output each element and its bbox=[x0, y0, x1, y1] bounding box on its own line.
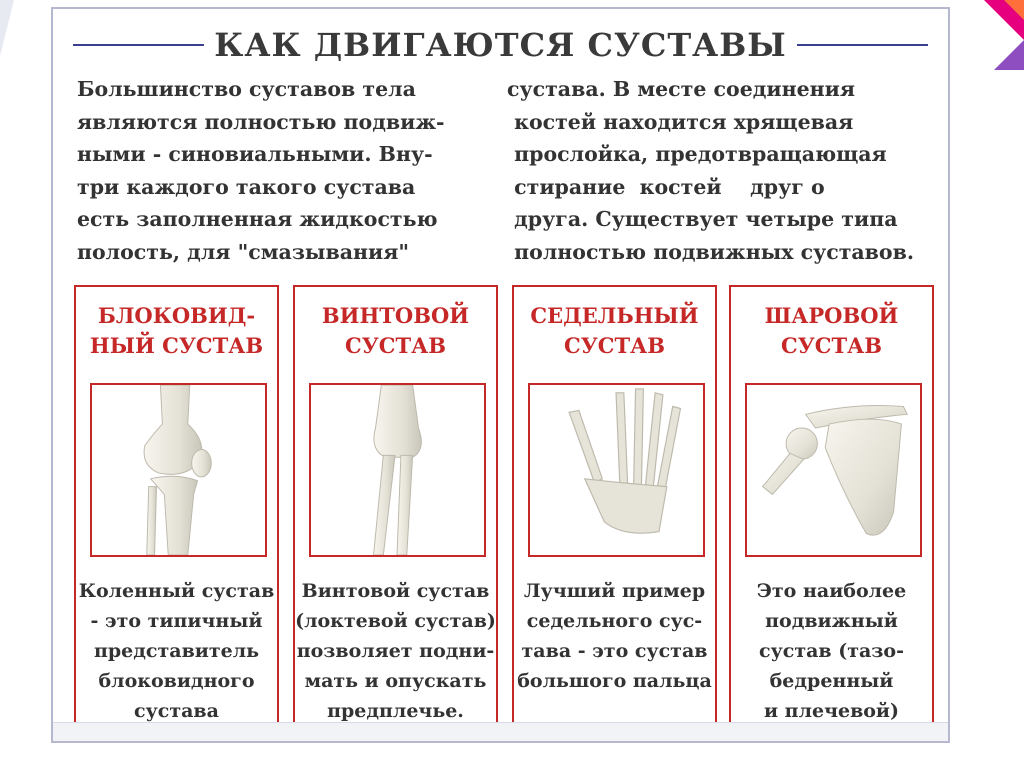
hand-bones-illustration bbox=[530, 385, 703, 555]
corner-decoration-left bbox=[0, 0, 14, 56]
card-title: БЛОКОВИД- НЫЙ СУСТАВ bbox=[89, 303, 264, 358]
knee-joint-illustration bbox=[92, 385, 265, 555]
title-row bbox=[73, 23, 928, 67]
bottom-band bbox=[53, 722, 948, 741]
corner-decoration-right bbox=[964, 0, 1024, 70]
joint-card-ball bbox=[729, 285, 934, 731]
joint-cards bbox=[74, 285, 934, 731]
title-line-left bbox=[73, 44, 204, 46]
knee-joint-image bbox=[90, 383, 267, 557]
shoulder-joint-illustration bbox=[747, 385, 920, 555]
joint-card-pivot bbox=[293, 285, 498, 731]
intro-text-right: сустава. В месте соединения костей находится хрящевая прослойка, предотвращающая стирание костей друг о друга. Существует четыре типа полностью подвижных суставов. bbox=[507, 77, 914, 264]
intro-text-left: Большинство суставов тела являются полностью подвиж- ными - синовиальными. Вну- три каждого такого сустава есть заполненная жидкостью полость, для "смазывания" bbox=[77, 77, 445, 264]
shoulder-joint-image bbox=[745, 383, 922, 557]
elbow-joint-image bbox=[309, 383, 486, 557]
joint-card-saddle bbox=[512, 285, 717, 731]
card-description: Это наиболее подвижный сустав (тазо- бедренный и плечевой) bbox=[756, 580, 907, 722]
joint-card-hinge bbox=[74, 285, 279, 731]
card-title: ШАРОВОЙ СУСТАВ bbox=[764, 303, 899, 358]
elbow-joint-illustration bbox=[311, 385, 484, 555]
card-description: Винтовой сустав (локтевой сустав) позволяет подни- мать и опускать предплечье. bbox=[295, 580, 496, 722]
title-line-right bbox=[797, 44, 928, 46]
card-description: Лучший пример седельного сус- тава - это сустав большого пальца bbox=[517, 580, 712, 692]
page-title: КАК ДВИГАЮТСЯ СУСТАВЫ bbox=[214, 26, 787, 64]
hand-bones-image bbox=[528, 383, 705, 557]
card-title: СЕДЕЛЬНЫЙ СУСТАВ bbox=[530, 303, 699, 358]
slide-frame bbox=[51, 7, 950, 743]
card-title: ВИНТОВОЙ СУСТАВ bbox=[321, 303, 470, 358]
card-description: Коленный сустав - это типичный представитель блоковидного сустава bbox=[78, 580, 275, 722]
